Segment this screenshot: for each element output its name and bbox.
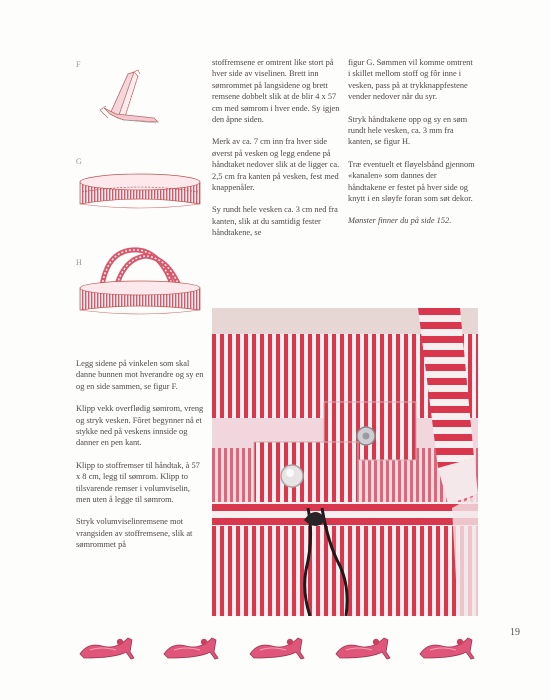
paragraph: stoffremsene er omtrent like stort på hver side av viselinen. Brett inn sømrommet på langsidene og brett remsene dobbelt slik at de blir 4 x 57 cm med sømrom i hver ende. Sy igjen den åpne siden. (212, 58, 340, 125)
column-left (76, 358, 204, 562)
paragraph: Legg sidene på vinkelen som skal danne bunnen mot hverandre og sy en og en side sammen, se figur F. (76, 359, 204, 391)
bag-photo-drawing (212, 308, 478, 616)
pattern-reference: Mønster finner du på side 152. (348, 216, 452, 226)
figure-f-illustration (94, 68, 164, 130)
paragraph: Stryk håndtakene opp og sy en søm rundt hele vesken, ca. 3 mm fra kanten, se figur H. (348, 114, 468, 147)
pink-shoe-icon (76, 632, 140, 662)
column-right (348, 57, 476, 238)
paragraph: Sy rundt hele vesken ca. 3 cm ned fra kanten, slik at du samtidig fester håndtakene, se (212, 205, 338, 238)
page-number: 19 (510, 627, 520, 638)
figure-label-g: G (76, 157, 82, 166)
striped-bag-photo (212, 308, 478, 616)
pink-shoe-icon (246, 632, 310, 662)
pink-shoe-icon (416, 632, 480, 662)
paragraph: Klipp vekk overflødig sømrom, vreng og stryk vesken. Fôret begynner nå et stykke ned på veskens innside og danner en pen kant. (76, 404, 204, 448)
paragraph: figur G. Sømmen vil komme omtrent i skillet mellom stoff og fôr inne i vesken, pass på at trykknappfestene vender nedover når du syr. (348, 58, 473, 102)
pink-shoe-icon (160, 632, 224, 662)
figure-label-f: F (76, 60, 81, 69)
paragraph: Merk av ca. 7 cm inn fra hver side øverst på vesken og legg endene på håndtaket nedover slik at de ligger ca. 2,5 cm fra kanten på vesken, fest med knappenåler. (212, 137, 340, 193)
paragraph: Klipp to stoffremser til håndtak, à 57 x 8 cm, legg til sømrom. Klipp to tilsvarende remser i volumviselin, men uten å legge til sømrom. (76, 460, 200, 505)
figure-h-illustration (76, 244, 204, 316)
column-middle (212, 57, 340, 250)
figure-g-illustration (76, 166, 204, 216)
paragraph: Træ eventuelt et fløyelsbånd gjennom «kanalen» som dannes der håndtakene er festet på hver side og knytt i en sløyfe foran som søt dekor. (348, 159, 475, 204)
paragraph: Stryk volumviselinremsene mot vrangsiden av stoffremsene, slik at sømrommet på (76, 517, 193, 550)
figure-label-h: H (76, 258, 82, 267)
pink-shoe-icon (332, 632, 396, 662)
